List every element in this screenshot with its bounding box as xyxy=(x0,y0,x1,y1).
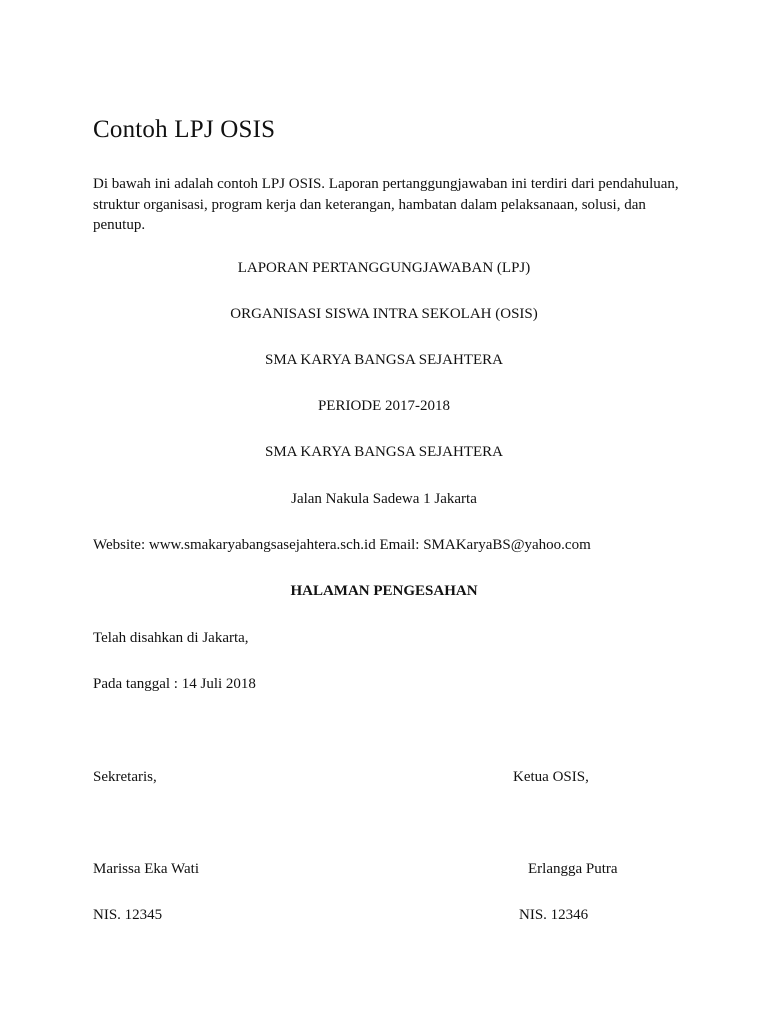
chair-nis: NIS. 12346 xyxy=(519,907,589,923)
document-title: Contoh LPJ OSIS xyxy=(93,116,276,143)
secretary-nis: NIS. 12345 xyxy=(93,907,163,923)
intro-paragraph: Di bawah ini adalah contoh LPJ OSIS. Laporan pertanggungjawaban ini terdiri dari pendahuluan, struktur organisasi, program kerja dan keterangan, hambatan dalam pelaksanaan, solusi, dan penutup. xyxy=(93,176,679,233)
secretary-name: Marissa Eka Wati xyxy=(93,861,199,877)
chair-role: Ketua OSIS, xyxy=(513,769,589,785)
school-contact: Website: www.smakaryabangsasejahtera.sch.id Email: SMAKaryaBS@yahoo.com xyxy=(93,537,591,553)
school-name-heading-2: SMA KARYA BANGSA SEJAHTERA xyxy=(265,444,503,460)
period-heading: PERIODE 2017-2018 xyxy=(317,398,451,414)
report-type-heading: LAPORAN PERTANGGUNGJAWABAN (LPJ) xyxy=(237,260,531,276)
approval-date: Pada tanggal : 14 Juli 2018 xyxy=(93,676,256,692)
secretary-role: Sekretaris, xyxy=(93,769,157,785)
organization-heading: ORGANISASI SISWA INTRA SEKOLAH (OSIS) xyxy=(230,306,538,322)
chair-name: Erlangga Putra xyxy=(528,861,618,877)
school-name-heading: SMA KARYA BANGSA SEJAHTERA xyxy=(265,352,503,368)
approval-place: Telah disahkan di Jakarta, xyxy=(93,630,249,646)
school-address: Jalan Nakula Sadewa 1 Jakarta xyxy=(291,491,477,507)
approval-heading: HALAMAN PENGESAHAN xyxy=(290,583,478,599)
